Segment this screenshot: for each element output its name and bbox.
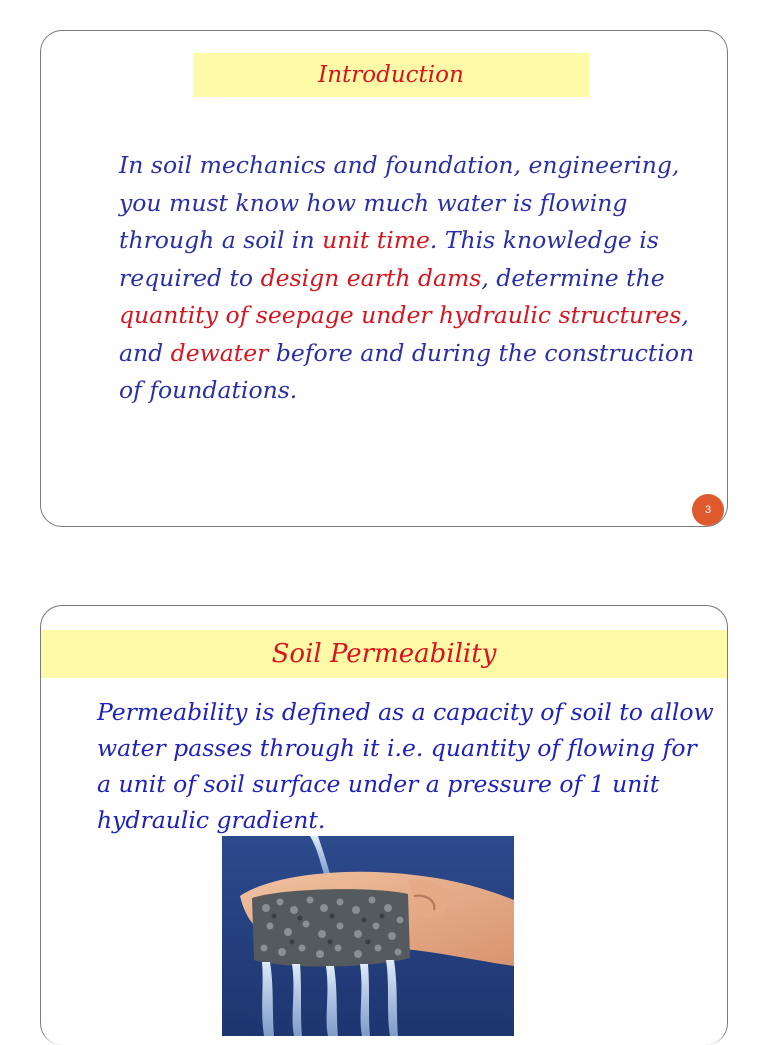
body-text-segment: , and (119, 301, 689, 367)
slide-title: Soil Permeability (41, 630, 727, 678)
slide-body-text (119, 147, 699, 410)
page-number-badge: 3 (692, 494, 724, 526)
slide-title: Introduction (193, 53, 589, 97)
permeable-concrete-photo (222, 836, 514, 1036)
highlight-dewater: dewater (170, 338, 269, 367)
highlight-seepage-quantity: quantity of seepage under hydraulic structures (119, 301, 682, 329)
highlight-design-earth-dams: design earth dams (260, 263, 482, 292)
highlight-unit-time: unit time (322, 226, 430, 254)
body-text-segment: before and during the construction of foundations. (119, 338, 695, 404)
body-text-segment: . This knowledge is required to (119, 226, 659, 292)
slide-body-text: Permeability is defined as a capacity of soil to allow water passes through it i.e. quantity of flowing for a unit of soil surface under a pressure of 1 unit hydraulic gradient. (97, 698, 714, 834)
slide-soil-permeability (40, 605, 728, 1045)
body-text-segment: In soil mechanics and foundation, engineering, you must know how much water is flowing through a soil in (119, 151, 680, 254)
slide-introduction (40, 30, 728, 527)
body-text-segment: , determine the (481, 263, 665, 292)
